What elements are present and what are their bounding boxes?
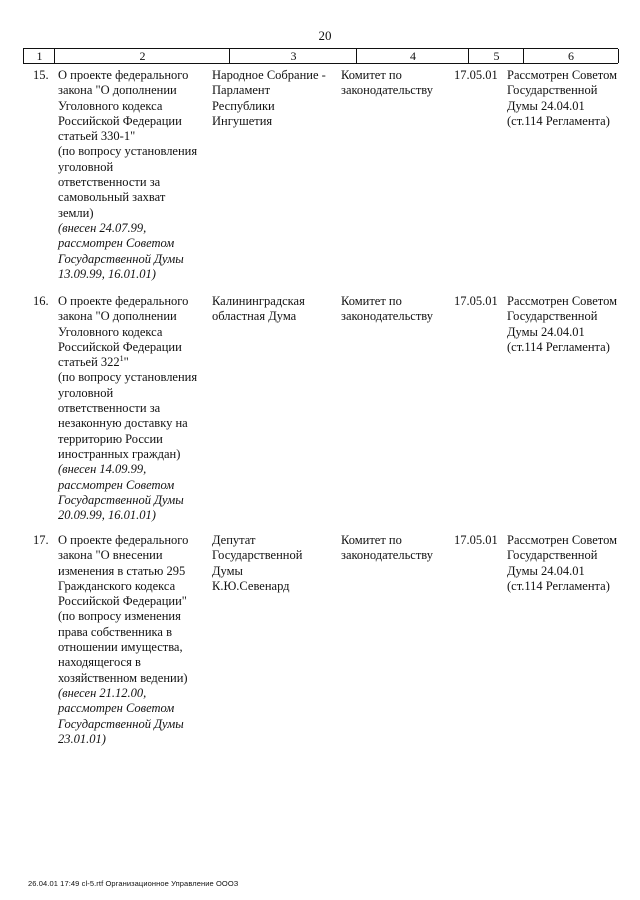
bill-status [507, 533, 622, 594]
note-line: (внесен 24.07.99, [58, 220, 147, 235]
bill-title [58, 533, 208, 747]
title-line: ответственности за [58, 175, 161, 190]
title-line-with-superscript [58, 355, 208, 370]
status-line: Думы 24.04.01 [507, 98, 585, 113]
title-line: Гражданского кодекса [58, 578, 176, 593]
status-line: Государственной [507, 309, 598, 324]
title-line: отношении имущества, [58, 640, 183, 655]
row-number: 17. [33, 533, 49, 547]
note-line: Государственной Думы [58, 251, 184, 266]
title-line: Уголовного кодекса [58, 98, 163, 113]
title-line: О проекте федерального [58, 533, 189, 547]
status-line: Государственной [507, 548, 598, 563]
author-line: Депутат [212, 533, 256, 547]
title-line: находящегося в [58, 655, 141, 670]
bill-title [58, 68, 208, 282]
note-line: рассмотрен Советом [58, 236, 175, 251]
header-cell-1: 1 [23, 49, 55, 63]
header-cell-2: 2 [54, 49, 230, 63]
committee-line: Комитет по [341, 533, 402, 547]
note-line: 13.09.99, 16.01.01) [58, 266, 156, 281]
article-superscript: 1 [119, 354, 124, 364]
title-line: (по вопросу изменения [58, 609, 181, 624]
title-line: изменения в статью 295 [58, 563, 186, 578]
header-cell-3: 3 [229, 49, 357, 63]
title-line: уголовной [58, 385, 114, 400]
committee-line: Комитет по [341, 294, 402, 308]
bill-committee [341, 294, 449, 325]
title-line: Российской Федерации [58, 339, 182, 354]
note-line: 23.01.01) [58, 731, 106, 746]
status-line: Думы 24.04.01 [507, 324, 585, 339]
document-footer: 26.04.01 17:49 cl-5.rtf Организационное Управление ОООЗ [28, 879, 239, 888]
title-line: права собственника в [58, 624, 172, 639]
title-line: Российской Федерации [58, 113, 182, 128]
bill-date: 17.05.01 [454, 294, 498, 308]
title-line: (по вопросу установления [58, 370, 198, 385]
page-number: 20 [318, 28, 332, 43]
table-header-row [23, 48, 618, 64]
row-number: 15. [33, 68, 49, 82]
title-line: О проекте федерального [58, 294, 189, 308]
note-line: 20.09.99, 16.01.01) [58, 508, 156, 523]
note-line: Государственной Думы [58, 716, 184, 731]
title-line: О проекте федерального [58, 68, 189, 82]
title-line: ответственности за [58, 401, 161, 416]
bill-status [507, 68, 622, 129]
header-cell-6: 6 [523, 49, 619, 63]
author-line: Парламент [212, 83, 271, 98]
committee-line: законодательству [341, 83, 434, 98]
title-line: территорию России [58, 431, 163, 446]
title-line: статьей 330-1" [58, 129, 136, 144]
status-line: (ст.114 Регламента) [507, 339, 610, 354]
note-line: (внесен 14.09.99, [58, 462, 147, 477]
author-line: Народное Собрание - [212, 68, 326, 82]
title-line: незаконную доставку на [58, 416, 188, 431]
note-line: Государственной Думы [58, 492, 184, 507]
title-line: самовольный захват [58, 190, 166, 205]
title-line: закона "О внесении [58, 548, 163, 563]
committee-line: законодательству [341, 309, 434, 324]
status-line: (ст.114 Регламента) [507, 113, 610, 128]
status-line: Рассмотрен Советом [507, 533, 618, 547]
committee-line: Комитет по [341, 68, 402, 82]
note-line: (внесен 21.12.00, [58, 685, 147, 700]
closing-quote: " [123, 355, 129, 370]
author-line: Ингушетия [212, 113, 273, 128]
bill-author [212, 533, 338, 594]
author-line: Государственной [212, 548, 303, 563]
status-line: Думы 24.04.01 [507, 563, 585, 578]
title-line: иностранных граждан) [58, 446, 181, 461]
title-line: земли) [58, 205, 94, 220]
author-line: Калининградская [212, 294, 305, 308]
row-number: 16. [33, 294, 49, 308]
author-line: областная Дума [212, 309, 297, 324]
title-line: закона "О дополнении [58, 83, 177, 98]
title-line-text: статьей 322 [58, 355, 120, 370]
bill-author [212, 68, 338, 129]
bill-committee [341, 533, 449, 564]
author-line: Республики [212, 98, 275, 113]
title-line: (по вопросу установления [58, 144, 198, 159]
status-line: (ст.114 Регламента) [507, 578, 610, 593]
title-line: Российской Федерации" [58, 594, 187, 609]
title-line: уголовной [58, 159, 114, 174]
header-cell-5: 5 [468, 49, 524, 63]
title-line: Уголовного кодекса [58, 324, 163, 339]
header-cell-4: 4 [356, 49, 469, 63]
author-line: Думы [212, 563, 243, 578]
bill-author [212, 294, 338, 325]
bill-committee [341, 68, 449, 99]
bill-date: 17.05.01 [454, 533, 498, 547]
note-line: рассмотрен Советом [58, 701, 175, 716]
status-line: Рассмотрен Советом [507, 294, 618, 308]
status-line: Государственной [507, 83, 598, 98]
committee-line: законодательству [341, 548, 434, 563]
author-line: К.Ю.Севенард [212, 578, 290, 593]
note-line: рассмотрен Советом [58, 477, 175, 492]
title-line: закона "О дополнении [58, 309, 177, 324]
bill-date: 17.05.01 [454, 68, 498, 82]
title-line: хозяйственном ведении) [58, 670, 188, 685]
bill-title [58, 294, 208, 523]
status-line: Рассмотрен Советом [507, 68, 618, 82]
bill-status [507, 294, 622, 355]
